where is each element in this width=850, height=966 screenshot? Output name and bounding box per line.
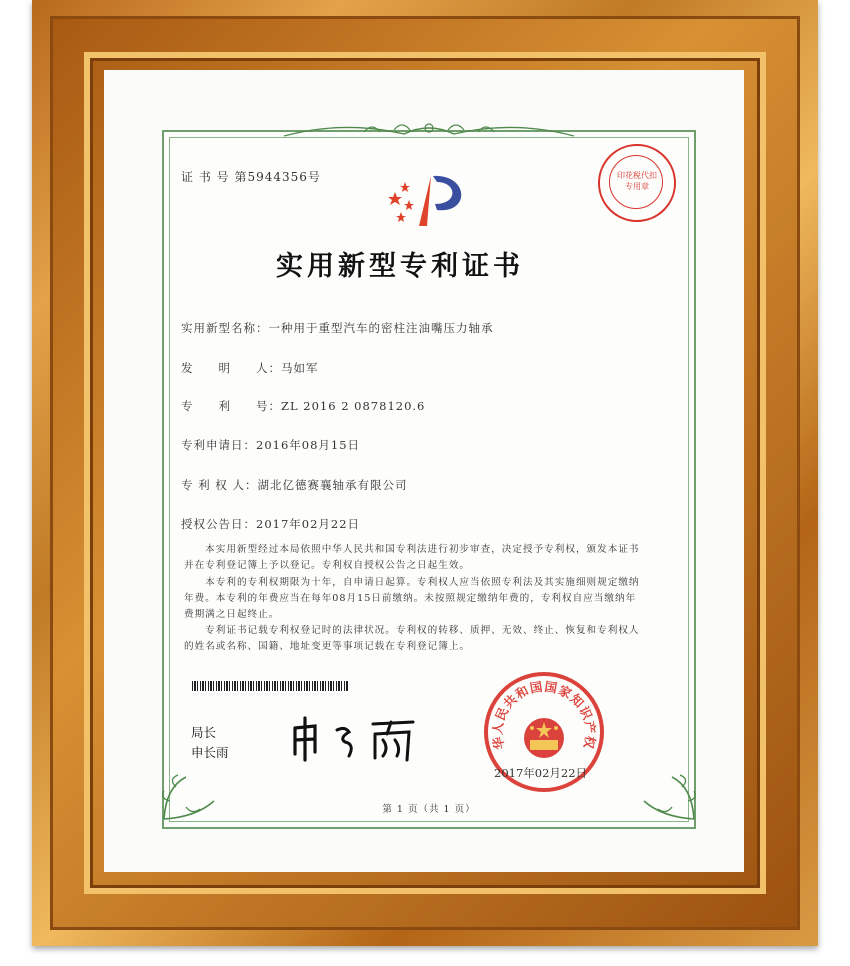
director-name: 申长雨 bbox=[191, 745, 229, 760]
certificate-number: 证 书 号 第5944356号 bbox=[181, 170, 321, 184]
page-number: 第 1 页（共 1 页） bbox=[382, 804, 476, 815]
top-vine-ornament bbox=[164, 118, 694, 148]
tax-stamp-text: 印花税代扣专用章 bbox=[617, 171, 657, 191]
issue-date: 2017年02月22日 bbox=[494, 766, 588, 780]
handwritten-signature bbox=[289, 714, 429, 764]
grant-date: 授权公告日：2017年02月22日 bbox=[181, 517, 361, 531]
patent-number: 专 利 号：ZL 2016 2 0878120.6 bbox=[181, 399, 426, 413]
bottom-left-vine-ornament bbox=[156, 757, 226, 827]
patent-certificate bbox=[162, 130, 696, 829]
utility-model-name: 实用新型名称：一种用于重型汽车的密柱注油嘴压力轴承 bbox=[181, 321, 494, 335]
barcode bbox=[192, 681, 348, 691]
cnipa-logo bbox=[379, 170, 469, 230]
seal-arc-text: 中华人民共和国国家知识产权局 bbox=[477, 660, 599, 751]
paragraph-grant: 本实用新型经过本局依照中华人民共和国专利法进行初步审查，决定授予专利权，颁发本证书并在专利登记簿上予以登记。专利权自授权公告之日起生效。 bbox=[184, 544, 640, 571]
certificate-title: 实用新型专利证书 bbox=[276, 251, 524, 282]
tax-stamp bbox=[598, 144, 676, 222]
patentee: 专 利 权 人：湖北亿德赛襄轴承有限公司 bbox=[181, 478, 408, 492]
inventor: 发 明 人：马如军 bbox=[181, 361, 319, 375]
bottom-right-vine-ornament bbox=[632, 757, 702, 827]
director-title: 局长 bbox=[191, 725, 217, 740]
paragraph-term: 本专利的专利权期限为十年，自申请日起算。专利权人应当依照专利法及其实施细则规定缴纳年费。本专利的年费应当在每年08月15日前缴纳。未按照规定缴纳年费的，专利权自应当缴纳年费期满之日起终止。 bbox=[184, 577, 640, 620]
filing-date: 专利申请日：2016年08月15日 bbox=[181, 438, 361, 452]
paragraph-legal-status: 专利证书记载专利权登记时的法律状况。专利权的转移、质押、无效、终止、恢复和专利权人的姓名或名称、国籍、地址变更等事项记载在专利登记簿上。 bbox=[184, 625, 640, 652]
